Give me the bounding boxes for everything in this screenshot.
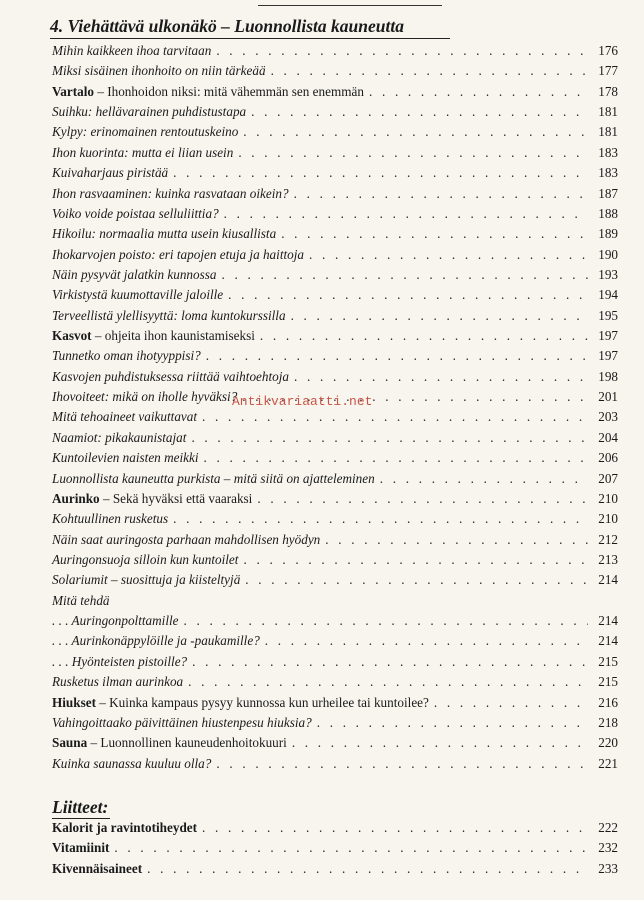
toc-entry bbox=[52, 672, 618, 692]
dot-leader bbox=[191, 428, 588, 448]
dot-leader bbox=[325, 530, 588, 550]
toc-entry-title: Kuinka saunassa kuuluu olla? bbox=[52, 755, 212, 771]
page-number: 188 bbox=[598, 205, 618, 221]
dot-leader bbox=[309, 245, 588, 265]
toc-entry-title: Tunnetko oman ihotyyppisi? bbox=[52, 348, 201, 364]
dot-leader bbox=[192, 652, 588, 672]
dot-leader bbox=[221, 265, 588, 285]
dot-leader bbox=[281, 224, 588, 244]
appendix-title: Liitteet: bbox=[52, 797, 109, 817]
toc-entry-title: Ihovoiteet: mikä on iholle hyväksi? bbox=[52, 389, 238, 405]
toc-entry-title: Ihokarvojen poisto: eri tapojen etuja ja haittoja bbox=[52, 246, 304, 262]
page-number: 207 bbox=[598, 470, 618, 486]
dot-leader bbox=[228, 285, 588, 305]
toc-entry-title: Suihku: hellävarainen puhdistustapa bbox=[52, 104, 247, 120]
page-number: 177 bbox=[598, 63, 618, 79]
page-number: 181 bbox=[598, 124, 618, 140]
toc-entry bbox=[52, 326, 618, 346]
dot-leader bbox=[294, 367, 588, 387]
dot-leader bbox=[260, 326, 588, 346]
page-number: 198 bbox=[598, 368, 618, 384]
toc-entry bbox=[52, 143, 618, 163]
toc-entry bbox=[52, 530, 618, 550]
dot-leader bbox=[184, 611, 588, 631]
page-number: 233 bbox=[598, 860, 618, 876]
toc-entry bbox=[52, 818, 618, 838]
section-heading: Aurinko bbox=[52, 490, 100, 506]
dot-leader bbox=[202, 407, 588, 427]
appendix-list bbox=[52, 818, 618, 879]
dot-leader bbox=[434, 693, 588, 713]
page-number: 190 bbox=[598, 246, 618, 262]
page-number: 216 bbox=[598, 694, 618, 710]
toc-entry bbox=[52, 265, 618, 285]
section-heading: Kasvot bbox=[52, 328, 92, 344]
dot-leader bbox=[204, 448, 589, 468]
dot-leader bbox=[243, 122, 588, 142]
page-number: 212 bbox=[598, 531, 618, 547]
page-number: 214 bbox=[598, 572, 618, 588]
toc-entry-title: Ihon rasvaaminen: kuinka rasvataan oikein? bbox=[52, 185, 289, 201]
chapter-title: 4. Viehättävä ulkonäkö – Luonnollista kauneutta bbox=[50, 14, 450, 39]
page-number: 232 bbox=[598, 840, 618, 856]
page-number: 189 bbox=[598, 226, 618, 242]
watermark: Antikvariaatti.net bbox=[232, 394, 373, 409]
toc-entry-title: Rusketus ilman aurinkoa bbox=[52, 674, 184, 690]
toc-entry bbox=[52, 570, 618, 590]
page-number: 214 bbox=[598, 633, 618, 649]
page-number: 206 bbox=[598, 450, 618, 466]
toc-entry-title bbox=[52, 733, 287, 753]
page-number: 195 bbox=[598, 307, 618, 323]
dot-leader bbox=[291, 306, 588, 326]
dot-leader bbox=[369, 82, 588, 102]
toc-entry-title: Kohtuullinen rusketus bbox=[52, 511, 169, 527]
toc-entry-title: Ihon kuorinta: mutta ei liian usein bbox=[52, 144, 234, 160]
toc-entry bbox=[52, 713, 618, 733]
toc-entry-title: . . . Auringonpolttamille bbox=[52, 613, 179, 629]
toc-entry-title: Solariumit – suosittuja ja kiisteltyjä bbox=[52, 572, 241, 588]
dot-leader bbox=[257, 489, 588, 509]
toc-entry bbox=[52, 82, 618, 102]
toc-entry-title: Mitä tehoaineet vaikuttavat bbox=[52, 409, 198, 425]
toc-entry bbox=[52, 733, 618, 753]
page-number: 201 bbox=[598, 389, 618, 405]
dot-leader bbox=[238, 143, 588, 163]
dot-leader bbox=[202, 818, 588, 838]
section-subtitle: – Luonnollinen kauneudenhoitokuuri bbox=[87, 735, 287, 751]
toc-entry bbox=[52, 859, 618, 879]
page-number: 194 bbox=[598, 287, 618, 303]
toc-entry bbox=[52, 367, 618, 387]
dot-leader bbox=[173, 163, 588, 183]
page-number: 214 bbox=[598, 613, 618, 629]
toc-entry bbox=[52, 489, 618, 509]
toc-entry-title: Kuntoilevien naisten meikki bbox=[52, 450, 199, 466]
toc-entry-title: Hikoilu: normaalia mutta usein kiusallista bbox=[52, 226, 277, 242]
section-heading: Sauna bbox=[52, 735, 88, 751]
toc-entry bbox=[52, 469, 618, 489]
dot-leader bbox=[243, 550, 588, 570]
toc-entry-title: Kalorit ja ravintotiheydet bbox=[52, 820, 198, 835]
page-number: 193 bbox=[598, 266, 618, 282]
dot-leader bbox=[294, 184, 588, 204]
toc-entry bbox=[52, 306, 618, 326]
toc-entry bbox=[52, 652, 618, 672]
toc-entry-title: Naamiot: pikakaunistajat bbox=[52, 429, 187, 445]
toc-entry-title bbox=[52, 489, 252, 509]
page-number: 181 bbox=[598, 104, 618, 120]
toc-entry bbox=[52, 693, 618, 713]
toc-entry bbox=[52, 754, 618, 774]
toc-entry bbox=[52, 102, 618, 122]
toc-entry-title: Vitamiinit bbox=[52, 840, 110, 856]
page-number: 210 bbox=[598, 490, 618, 506]
toc-entry bbox=[52, 448, 618, 468]
toc-entry bbox=[52, 428, 618, 448]
toc-entry bbox=[52, 407, 618, 427]
section-subtitle: – ohjeita ihon kaunistamiseksi bbox=[91, 328, 255, 344]
toc-entry-title bbox=[52, 82, 364, 102]
toc-entry-title: Virkistystä kuumottaville jaloille bbox=[52, 287, 224, 303]
page-number: 178 bbox=[598, 83, 618, 99]
dot-leader bbox=[206, 346, 588, 366]
toc-entry bbox=[52, 184, 618, 204]
section-subtitle: – Sekä hyväksi että vaaraksi bbox=[99, 490, 253, 506]
toc-entry-title: Kasvojen puhdistuksessa riittää vaihtoehtoja bbox=[52, 368, 289, 384]
toc-list bbox=[52, 41, 618, 774]
toc-entry-title bbox=[52, 693, 429, 713]
page-number: 197 bbox=[598, 328, 618, 344]
top-rule bbox=[258, 5, 442, 6]
page-number: 215 bbox=[598, 674, 618, 690]
dot-leader bbox=[265, 631, 588, 651]
section-heading: Vartalo bbox=[52, 83, 95, 99]
page-number: 220 bbox=[598, 735, 618, 751]
dot-leader bbox=[114, 838, 588, 858]
dot-leader bbox=[173, 509, 588, 529]
toc-entry bbox=[52, 838, 618, 858]
toc-entry-title: Mihin kaikkeen ihoa tarvitaan bbox=[52, 43, 212, 58]
toc-entry-title: Kuivaharjaus piristää bbox=[52, 165, 169, 181]
toc-entry bbox=[52, 122, 618, 142]
toc-entry bbox=[52, 163, 618, 183]
page-number: 210 bbox=[598, 511, 618, 527]
dot-leader bbox=[251, 102, 588, 122]
toc-entry bbox=[52, 346, 618, 366]
toc-entry-title: Näin saat auringosta parhaan mahdollisen hyödyn bbox=[52, 531, 321, 547]
toc-entry bbox=[52, 41, 618, 61]
dot-leader bbox=[242, 387, 588, 407]
toc-entry-title: Näin pysyvät jalatkin kunnossa bbox=[52, 266, 217, 282]
toc-entry bbox=[52, 61, 618, 81]
toc-entry-title: Terveellistä ylellisyyttä: loma kuntokurssilla bbox=[52, 307, 286, 323]
toc-entry bbox=[52, 245, 618, 265]
page-number: 204 bbox=[598, 429, 618, 445]
page-number: 221 bbox=[598, 755, 618, 771]
toc-entry-title: Mitä tehdä bbox=[52, 592, 110, 608]
toc-entry bbox=[52, 631, 618, 651]
toc-entry-title: Miksi sisäinen ihonhoito on niin tärkeää bbox=[52, 63, 266, 79]
dot-leader bbox=[271, 61, 588, 81]
page-number: 218 bbox=[598, 714, 618, 730]
dot-leader bbox=[188, 672, 588, 692]
toc-entry-title: Luonnollista kauneutta purkista – mitä siitä on ajatteleminen bbox=[52, 470, 375, 486]
toc-entry bbox=[52, 204, 618, 224]
toc-entry-title: . . . Hyönteisten pistoille? bbox=[52, 653, 188, 669]
dot-leader bbox=[216, 41, 588, 61]
toc-entry-title: Kivennäisaineet bbox=[52, 860, 143, 876]
page-number: 213 bbox=[598, 551, 618, 567]
dot-leader bbox=[292, 733, 588, 753]
toc-entry bbox=[52, 509, 618, 529]
toc-entry-title: Auringonsuoja silloin kun kuntoilet bbox=[52, 551, 239, 567]
section-heading: Hiukset bbox=[52, 694, 96, 710]
toc-entry-title: Kylpy: erinomainen rentoutuskeino bbox=[52, 124, 239, 140]
dot-leader bbox=[380, 469, 588, 489]
toc-entry bbox=[52, 224, 618, 244]
page-number: 183 bbox=[598, 144, 618, 160]
toc-entry-title: . . . Aurinkonäppylöille ja -paukamille? bbox=[52, 633, 260, 649]
dot-leader bbox=[147, 859, 588, 879]
dot-leader bbox=[216, 754, 588, 774]
page-number: 203 bbox=[598, 409, 618, 425]
dot-leader bbox=[317, 713, 588, 733]
toc-entry bbox=[52, 285, 618, 305]
page-number: 215 bbox=[598, 653, 618, 669]
toc-entry bbox=[52, 611, 618, 631]
page-number: 176 bbox=[598, 43, 618, 58]
toc-entry-title bbox=[52, 326, 255, 346]
section-subtitle: – Ihonhoidon niksi: mitä vähemmän sen enemmän bbox=[94, 83, 364, 99]
page-number: 183 bbox=[598, 165, 618, 181]
toc-entry bbox=[52, 591, 618, 611]
toc-entry bbox=[52, 387, 618, 407]
section-subtitle: – Kuinka kampaus pysyy kunnossa kun urheilee tai kuntoilee? bbox=[95, 694, 429, 710]
dot-leader bbox=[224, 204, 588, 224]
toc-entry bbox=[52, 550, 618, 570]
page-number: 222 bbox=[598, 820, 618, 835]
dot-leader bbox=[245, 570, 588, 590]
toc-entry-title: Vahingoittaako päivittäinen hiustenpesu hiuksia? bbox=[52, 714, 312, 730]
page-number: 187 bbox=[598, 185, 618, 201]
toc-entry-title: Voiko voide poistaa selluliittia? bbox=[52, 205, 219, 221]
page-number: 197 bbox=[598, 348, 618, 364]
